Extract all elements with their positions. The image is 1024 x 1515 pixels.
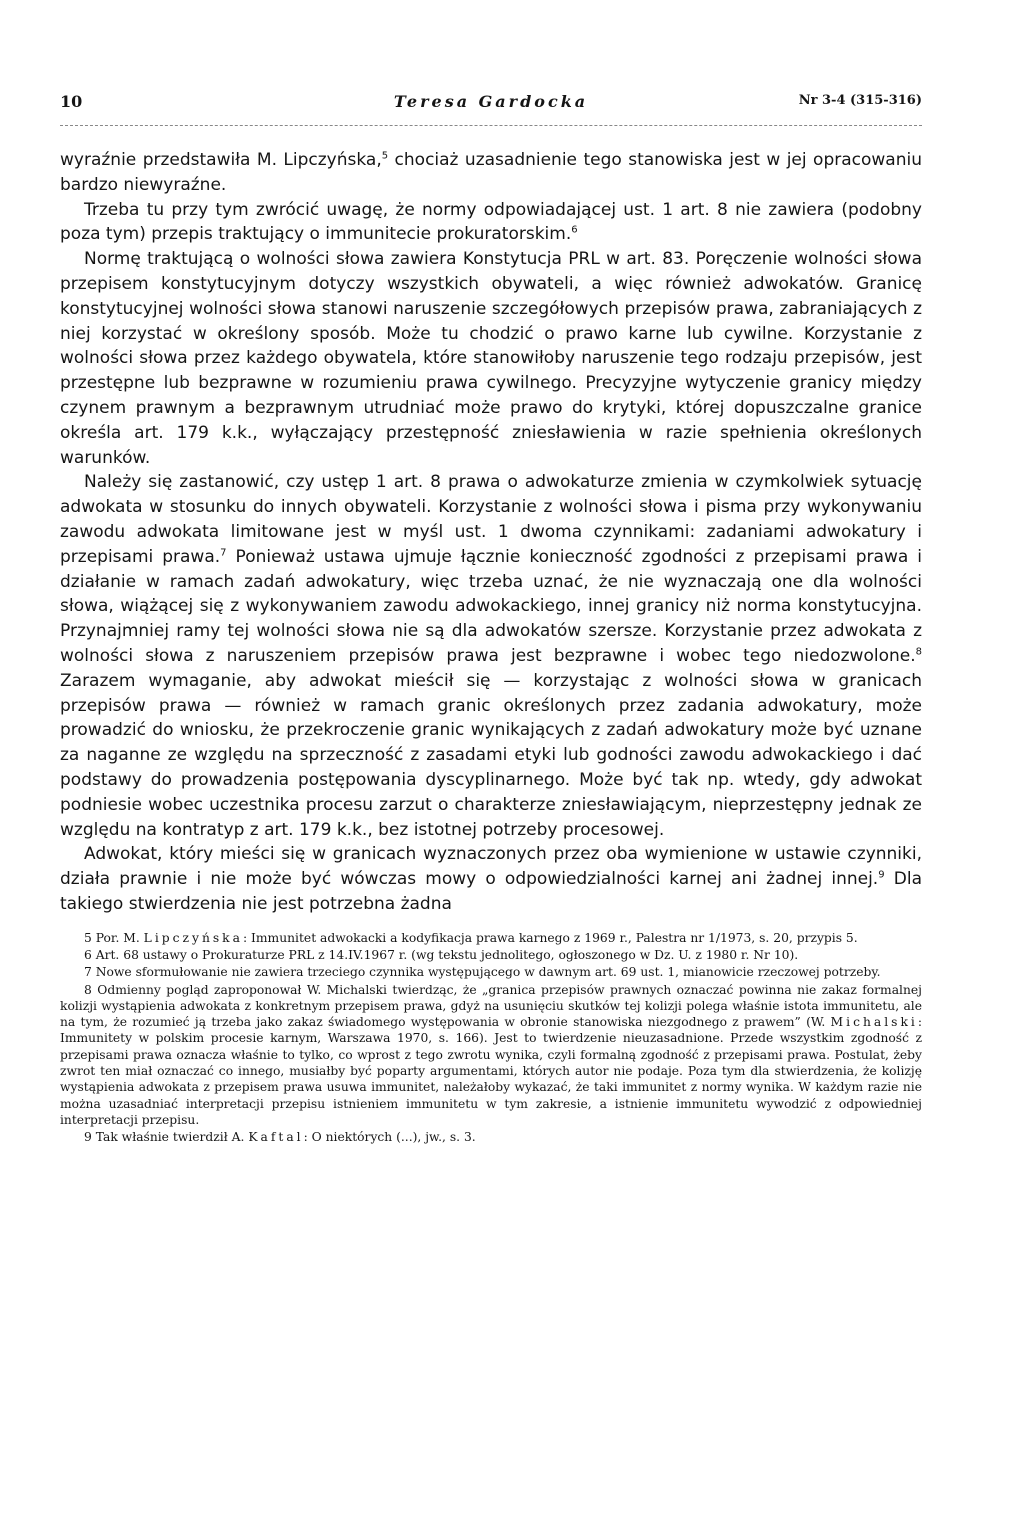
page-number: 10 — [60, 92, 83, 111]
author-name: Lipczyńska — [143, 930, 243, 945]
footnote-ref: 5 — [381, 150, 389, 162]
footnote-ref: 6 — [571, 224, 578, 236]
footnote: 7 Nowe sformułowanie nie zawiera trzeciego czynnika występującego w dawnym art. 69 ust. 1, mianowicie rzeczowej potrzeby. — [84, 965, 881, 980]
running-title: Teresa Gardocka — [393, 92, 589, 111]
footnote-ref: 9 — [878, 869, 885, 881]
issue-number: Nr 3-4 (315-316) — [798, 93, 922, 108]
footnote-ref: 7 — [220, 547, 227, 559]
paragraph: Trzeba tu przy tym zwrócić uwagę, że normy odpowiadającej ust. 1 art. 8 nie zawiera (podobny poza tym) przepis traktujący o immunitecie prokuratorskim.$^6$ — [60, 199, 922, 245]
footnote: 9 Tak właśnie twierdził A. Kaftal: O niektórych (...), jw., s. 3. — [84, 1130, 476, 1145]
header-rule — [60, 125, 922, 126]
footnote: 5 Por. M. Lipczyńska: Immunitet adwokacki a kodyfikacja prawa karnego z 1969 r., Palestra nr 1/1973, s. 20, przypis 5. — [84, 930, 858, 945]
author-name: Michalski — [830, 1015, 918, 1030]
running-header — [60, 92, 922, 122]
page — [60, 92, 922, 1147]
main-text — [60, 148, 922, 917]
footnotes — [60, 930, 922, 1146]
footnote: 6 Art. 68 ustawy o Prokuraturze PRL z 14.IV.1967 r. (wg tekstu jednolitego, ogłoszonego w Dz. U. z 1980 r. Nr 10). — [84, 948, 799, 962]
paragraph: wyraźnie przedstawiła M. Lipczyńska,$^5$ chociaż uzasadnienie tego stanowiska jest w jej opracowaniu bardzo niewyraźne. — [60, 150, 922, 195]
author-name: Kaftal — [248, 1130, 304, 1145]
paragraph: Adwokat, który mieści się w granicach wyznaczonych przez oba wymienione w ustawie czynniki, działa prawnie i nie może być wówczas mowy o odpowiedzialności karnej ani żadnej innej.$^9$ Dla takiego stwierdzenia nie jest potrzebna żadna — [60, 844, 922, 914]
paragraph: Normę traktującą o wolności słowa zawiera Konstytucja PRL w art. 83. Poręczenie wolności słowa przepisem konstytucyjnym dotyczy wszystkich obywateli, a więc również adwokatów. Granicę konstytucyjnej wolności słowa stanowi naruszenie szczegółowych przepisów prawa, zabraniających z niej korzystać w określony sposób. Może tu chodzić o prawo karne lub cywilne. Korzystanie z wolności słowa przez każdego obywatela, które stanowiłoby naruszenie tego rodzaju przepisów, jest przestępne lub bezprawne w rozumieniu prawa cywilnego. Precyzyjne wytyczenie granicy między czynem prawnym a bezprawnym utrudniać może prawo do krytyki, której dopuszczalne granice określa art. 179 k.k., wyłączający przestępność zniesławienia w razie spełnienia określonych warunków. — [60, 249, 922, 468]
footnote: 8 Odmienny pogląd zaproponował W. Michalski twierdząc, że „granica przepisów prawnych oznaczać powinna nie zakaz formalnej kolizji wystąpienia adwokata z konkretnym przepisem prawa, gdyż na usunięciu skutków tej kolizji polega właśnie istota immunitetu, ale na tym, że rozumieć ją trzeba jako zakaz świadomego występowania w obronie stanowiska niezgodnego z prawem” (W. Michalski: Immunitety w polskim procesie karnym, Warszawa 1970, s. 166). Jest to twierdzenie nieuzasadnione. Przede wszystkim zgodność z przepisami prawa oznacza właśnie to tylko, co wprost z tego zwrotu wynika, czyli formalną zgodność z przepisami prawa. Postulat, żeby zwrot ten miał oznaczać co innego, musiałby być poparty argumentami, których autor nie podaje. Poza tym dla stwierdzenia, że kolizję wystąpienia adwokata z przepisem prawa usuwa immunitet, należałoby wykazać, że taki immunitet z normy wynika. W każdym razie nie można uzasadniać interpretacji przepisu istnieniem immunitetu w tym zakresie, a istnienie immunitetu wywodzić z odpowiedniej interpretacji przepisu. — [60, 982, 922, 1127]
paragraph: Należy się zastanowić, czy ustęp 1 art. 8 prawa o adwokaturze zmienia w czymkolwiek sytuację adwokata w stosunku do innych obywateli. Korzystanie z wolności słowa i pisma przy wykonywaniu zawodu adwokata limitowane jest w myśl ust. 1 dwoma czynnikami: zadaniami adwokatury i przepisami prawa.$^7$ Ponieważ ustawa ujmuje łącznie konieczność zgodności z przepisami prawa i działanie w ramach zadań adwokatury, więc trzeba uznać, że nie wyznaczają one dla wolności słowa, wiążącej się z wykonywaniem zawodu adwokackiego, innej granicy niż norma konstytucyjna. Przynajmniej ramy tej wolności słowa nie są dla adwokatów szersze. Korzystanie przez adwokata z wolności słowa z naruszeniem przepisów prawa jest bezprawne i wobec tego niedozwolone.$^8$ Zarazem wymaganie, aby adwokat mieścił się — korzystając z wolności słowa w granicach przepisów prawa — również w ramach granic określonych przez zadania adwokatury, może prowadzić do wniosku, że przekroczenie granic wynikających z zadań adwokatury może być uznane za naganne ze względu na sprzeczność z zasadami etyki lub godności zawodu adwokackiego i dać podstawy do prowadzenia postępowania dyscyplinarnego. Może być tak np. wtedy, gdy adwokat podniesie wobec uczestnika procesu zarzut o charakterze zniesławiającym, nieprzestępny jednak ze względu na kontratyp z art. 179 k.k., bez istotnej potrzeby procesowej. — [60, 472, 923, 840]
footnote-ref: 8 — [915, 646, 922, 658]
